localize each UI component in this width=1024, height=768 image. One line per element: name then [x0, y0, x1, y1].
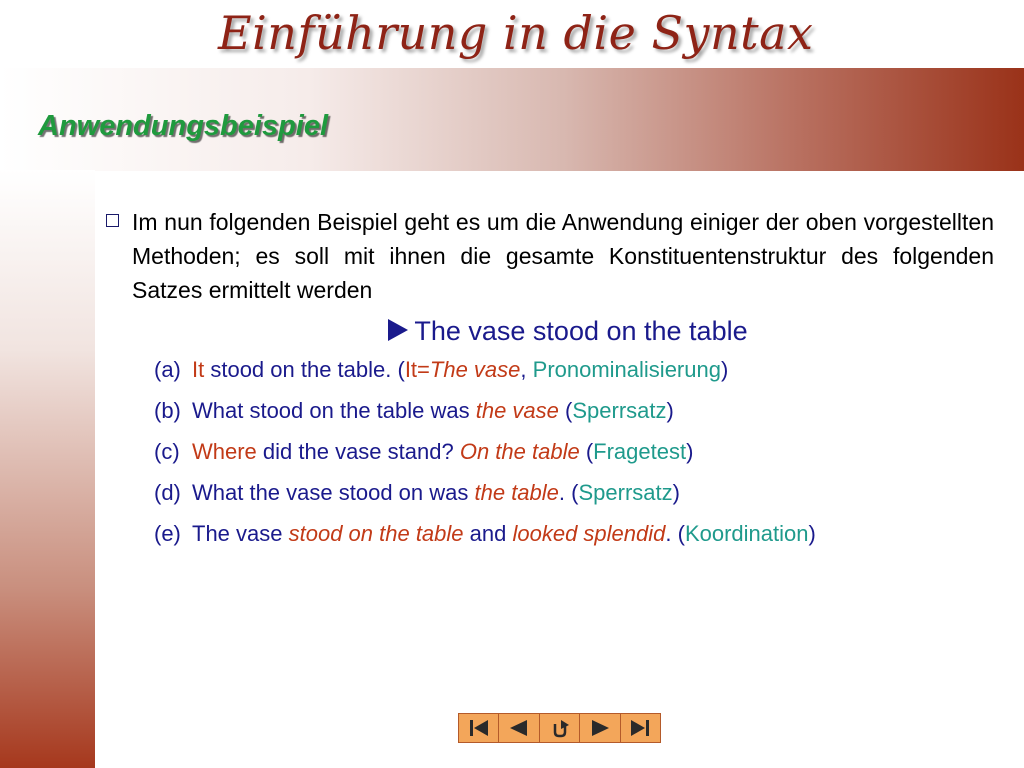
list-item	[154, 394, 994, 428]
list-item	[154, 476, 994, 510]
text-span: )	[666, 398, 674, 423]
slide-title: Anwendungsbeispiel	[38, 110, 329, 142]
text-span: the table	[474, 480, 559, 505]
triangle-bullet-icon	[388, 319, 408, 341]
text-span: . (	[558, 480, 579, 505]
text-span: Pronominalisierung	[532, 357, 721, 382]
text-span: The vase	[192, 521, 289, 546]
list-marker: (d)	[154, 480, 181, 505]
list-item-text	[192, 353, 994, 387]
list-item	[154, 435, 994, 469]
text-span: stood on the table	[288, 521, 464, 546]
text-span: ,	[520, 357, 533, 382]
text-span: the vase	[475, 398, 559, 423]
previous-slide-icon	[506, 718, 532, 738]
text-span: What stood on the table was	[192, 398, 476, 423]
text-span: (	[558, 398, 573, 423]
text-span: )	[672, 480, 680, 505]
last-slide-button[interactable]	[621, 714, 660, 742]
text-span: It	[192, 357, 205, 382]
bullet-item	[102, 205, 994, 307]
text-span: Sperrsatz	[578, 480, 673, 505]
list-marker: (b)	[154, 398, 181, 423]
return-button[interactable]	[540, 714, 580, 742]
list-item-text	[192, 517, 994, 551]
text-span: =	[417, 357, 430, 382]
text-span: The vase	[429, 357, 521, 382]
text-span: . (	[665, 521, 685, 546]
return-icon	[547, 718, 573, 738]
last-slide-icon	[627, 718, 653, 738]
previous-slide-button[interactable]	[499, 714, 539, 742]
text-span: stood on the table. (	[204, 357, 405, 382]
list-item-text	[192, 476, 994, 510]
text-span: Where	[192, 439, 257, 464]
example-sentence-text: The vase stood on the table	[414, 316, 748, 346]
slide-content	[102, 205, 994, 558]
bullet-text: Im nun folgenden Beispiel geht es um die Anwendung einiger der oben vorgestellten Methoden; es soll mit ihnen die gesamte Konstituentenstruktur des folgenden Satzes ermittelt werden	[132, 209, 994, 303]
presentation-title: Einführung in die Syntax	[218, 6, 814, 60]
text-span: It	[404, 357, 418, 382]
slide-navigation	[458, 713, 661, 743]
left-sidebar-decoration	[0, 170, 95, 768]
text-span: )	[808, 521, 816, 546]
next-slide-button[interactable]	[580, 714, 620, 742]
text-span: (	[579, 439, 594, 464]
text-span: Sperrsatz	[572, 398, 667, 423]
text-span: Koordination	[684, 521, 809, 546]
list-marker: (a)	[154, 357, 181, 382]
first-slide-icon	[466, 718, 492, 738]
test-list	[102, 353, 994, 551]
text-span: What the vase stood on was	[192, 480, 475, 505]
text-span: looked splendid	[512, 521, 666, 546]
next-slide-icon	[587, 718, 613, 738]
list-item	[154, 517, 994, 551]
first-slide-button[interactable]	[459, 714, 499, 742]
list-marker: (c)	[154, 439, 180, 464]
list-item-text	[192, 394, 994, 428]
text-span: )	[720, 357, 729, 382]
list-marker: (e)	[154, 521, 181, 546]
text-span: and	[463, 521, 513, 546]
example-sentence	[102, 311, 994, 351]
list-item-text	[192, 435, 994, 469]
text-span: On the table	[459, 439, 580, 464]
text-span: did the vase stand?	[256, 439, 460, 464]
square-bullet-icon	[106, 214, 119, 227]
text-span: Fragetest	[593, 439, 687, 464]
text-span: )	[686, 439, 694, 464]
list-item	[154, 353, 994, 387]
